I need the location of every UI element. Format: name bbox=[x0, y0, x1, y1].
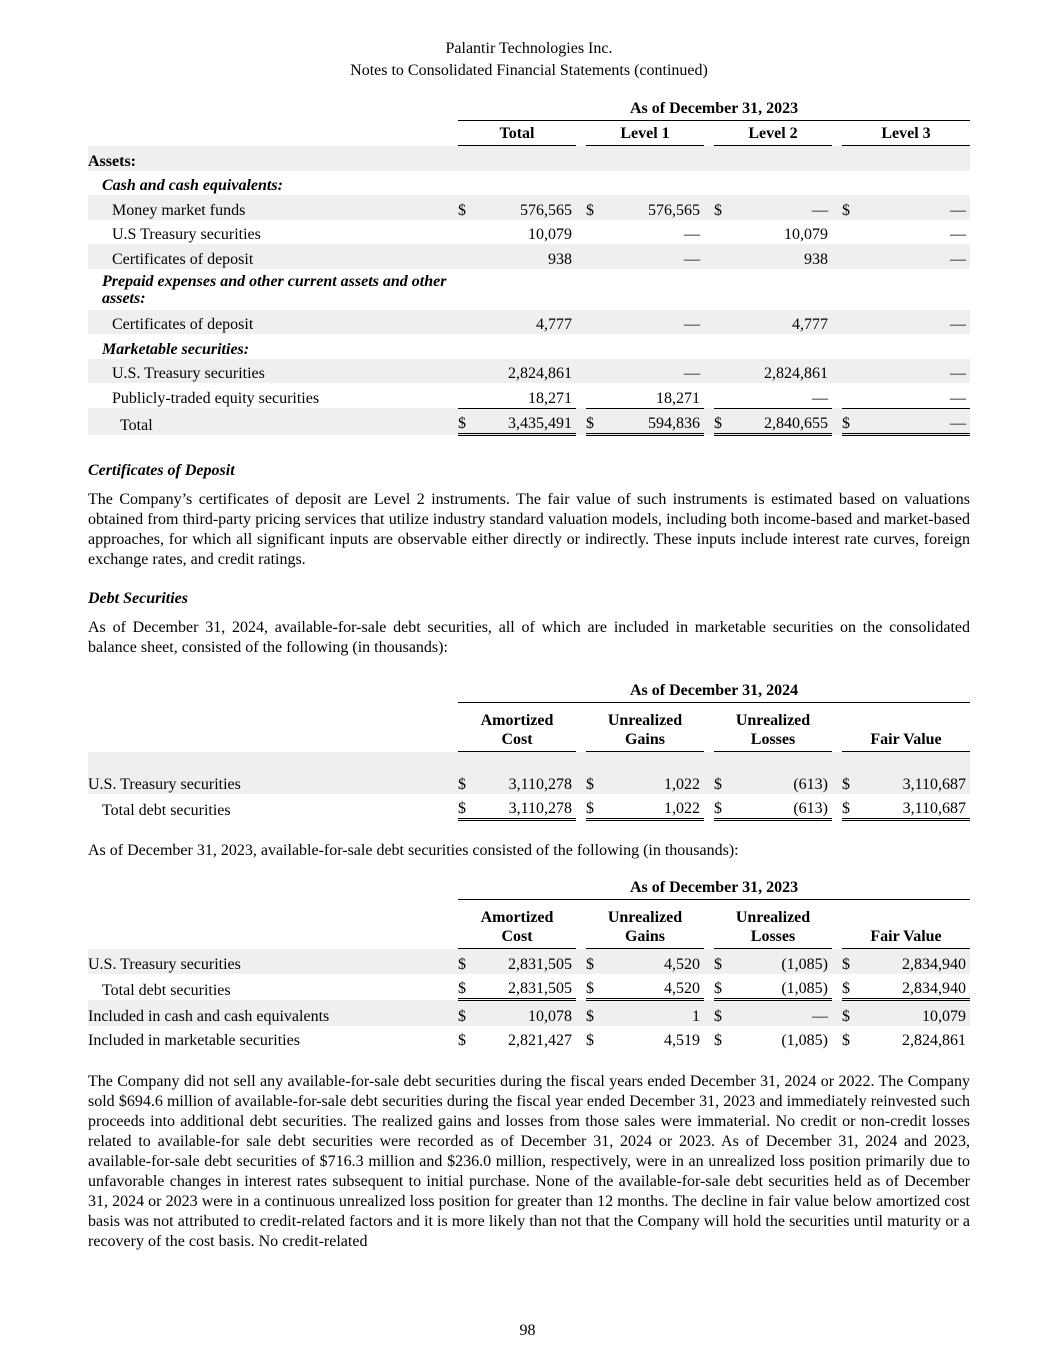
table-row: U.S. Treasury securities $ 3,110,278 $ 1,022 $ (613) $ 3,110,687 bbox=[88, 752, 970, 794]
debt2023-col-losses: Unrealized Losses bbox=[714, 900, 832, 949]
table-row: Publicly-traded equity securities 18,271 18,271 — — bbox=[88, 383, 970, 408]
fv-col-level3: Level 3 bbox=[842, 121, 970, 146]
assets-heading: Assets: bbox=[88, 146, 970, 171]
debt-2023-intro: As of December 31, 2023, available-for-sale debt securities consisted of the following (in thousands): bbox=[88, 842, 739, 859]
debt2024-col-losses: Unrealized Losses bbox=[714, 703, 832, 752]
table-row: Certificates of deposit 4,777 — 4,777 — bbox=[88, 310, 970, 335]
debt-intro-paragraph: As of December 31, 2024, available-for-sale debt securities, all of which are included in marketable securities on the consolidated balance sheet, consisted of the following (in thousands): bbox=[88, 619, 970, 656]
prepaid-heading: Prepaid expenses and other current assets and other assets: bbox=[102, 272, 447, 307]
debt2023-col-gains: Unrealized Gains bbox=[586, 900, 704, 949]
debt2023-col-fair: Fair Value bbox=[842, 900, 970, 949]
table-row: Included in cash and cash equivalents $ 10,078 $ 1 $ — $ 10,079 bbox=[88, 1000, 970, 1026]
table-row-total: Total debt securities $ 2,831,505 $ 4,520 $ (1,085) $ 2,834,940 bbox=[88, 974, 970, 1000]
fv-col-total: Total bbox=[458, 121, 576, 146]
debt-table-2023 bbox=[88, 875, 970, 1050]
cash-heading: Cash and cash equivalents: bbox=[102, 177, 283, 194]
table-row-total: Total $ 3,435,491 $ 594,836 $ 2,840,655 $ — bbox=[88, 408, 970, 435]
table-row: Money market funds $ 576,565 $ 576,565 $ — $ — bbox=[88, 195, 970, 220]
table-row: Included in marketable securities $ 2,821,427 $ 4,519 $ (1,085) $ 2,824,861 bbox=[88, 1032, 967, 1049]
company-name: Palantir Technologies Inc. bbox=[445, 40, 613, 57]
fv-col-level2: Level 2 bbox=[714, 121, 832, 146]
debt2023-period-header: As of December 31, 2023 bbox=[458, 875, 970, 900]
debt2024-col-amortized: Amortized Cost bbox=[458, 703, 576, 752]
cd-paragraph: The Company’s certificates of deposit are Level 2 instruments. The fair value of such instruments is estimated based on valuations obtained from third-party pricing services that utilize industry standard valuation models, including both income-based and market-based approaches, for which all significant inputs are observable either directly or indirectly. These inputs include interest rate curves, foreign exchange rates, and credit ratings. bbox=[88, 491, 970, 568]
table-row: Certificates of deposit 938 — 938 — bbox=[88, 244, 970, 269]
page-subtitle: Notes to Consolidated Financial Statements (continued) bbox=[350, 62, 708, 79]
cd-section-title: Certificates of Deposit bbox=[88, 462, 235, 479]
page-header bbox=[88, 38, 970, 82]
table-row: U.S Treasury securities 10,079 — 10,079 — bbox=[112, 226, 967, 243]
debt2024-period-header: As of December 31, 2024 bbox=[458, 678, 970, 703]
debt-section-title: Debt Securities bbox=[88, 590, 188, 607]
document-page bbox=[88, 38, 970, 1252]
fv-period-header: As of December 31, 2023 bbox=[458, 96, 970, 121]
debt2024-col-fair: Fair Value bbox=[842, 703, 970, 752]
closing-paragraph: The Company did not sell any available-for-sale debt securities during the fiscal years ended December 31, 2024 or 2022. The Company sold $694.6 million of available-for-sale debt securities during the fiscal year ended December 31, 2023 and immediately reinvested such proceeds into additional debt securities. The realized gains and losses from those sales were immaterial. No credit or non-credit losses related to available-for sale debt securities were recorded as of December 31, 2024 or 2023. As of December 31, 2024 and 2023, available-for-sale debt securities of $716.3 million and $236.0 million, respectively, were in an unrealized loss position primarily due to unfavorable changes in interest rates subsequent to initial purchase. None of the available-for-sale debt securities held as of December 31, 2024 or 2023 were in a continuous unrealized loss position for greater than 12 months. The decline in fair value below amortized cost basis was not attributed to credit-related factors and it is more likely than not that the Company will hold the securities until maturity or a recovery of the cost basis. No credit-related bbox=[88, 1073, 970, 1250]
table-row: U.S. Treasury securities $ 2,831,505 $ 4,520 $ (1,085) $ 2,834,940 bbox=[88, 949, 970, 974]
marketable-heading: Marketable securities: bbox=[102, 340, 250, 358]
debt2024-col-gains: Unrealized Gains bbox=[586, 703, 704, 752]
page-number: 98 bbox=[519, 1322, 536, 1339]
fv-col-level1: Level 1 bbox=[586, 121, 704, 146]
debt-table-2024 bbox=[88, 678, 970, 821]
fair-value-table bbox=[88, 96, 970, 436]
table-row: U.S. Treasury securities 2,824,861 — 2,824,861 — bbox=[88, 359, 970, 384]
table-row-total: Total debt securities $ 3,110,278 $ 1,022 $ (613) $ 3,110,687 bbox=[88, 794, 970, 820]
debt2023-col-amortized: Amortized Cost bbox=[458, 900, 576, 949]
